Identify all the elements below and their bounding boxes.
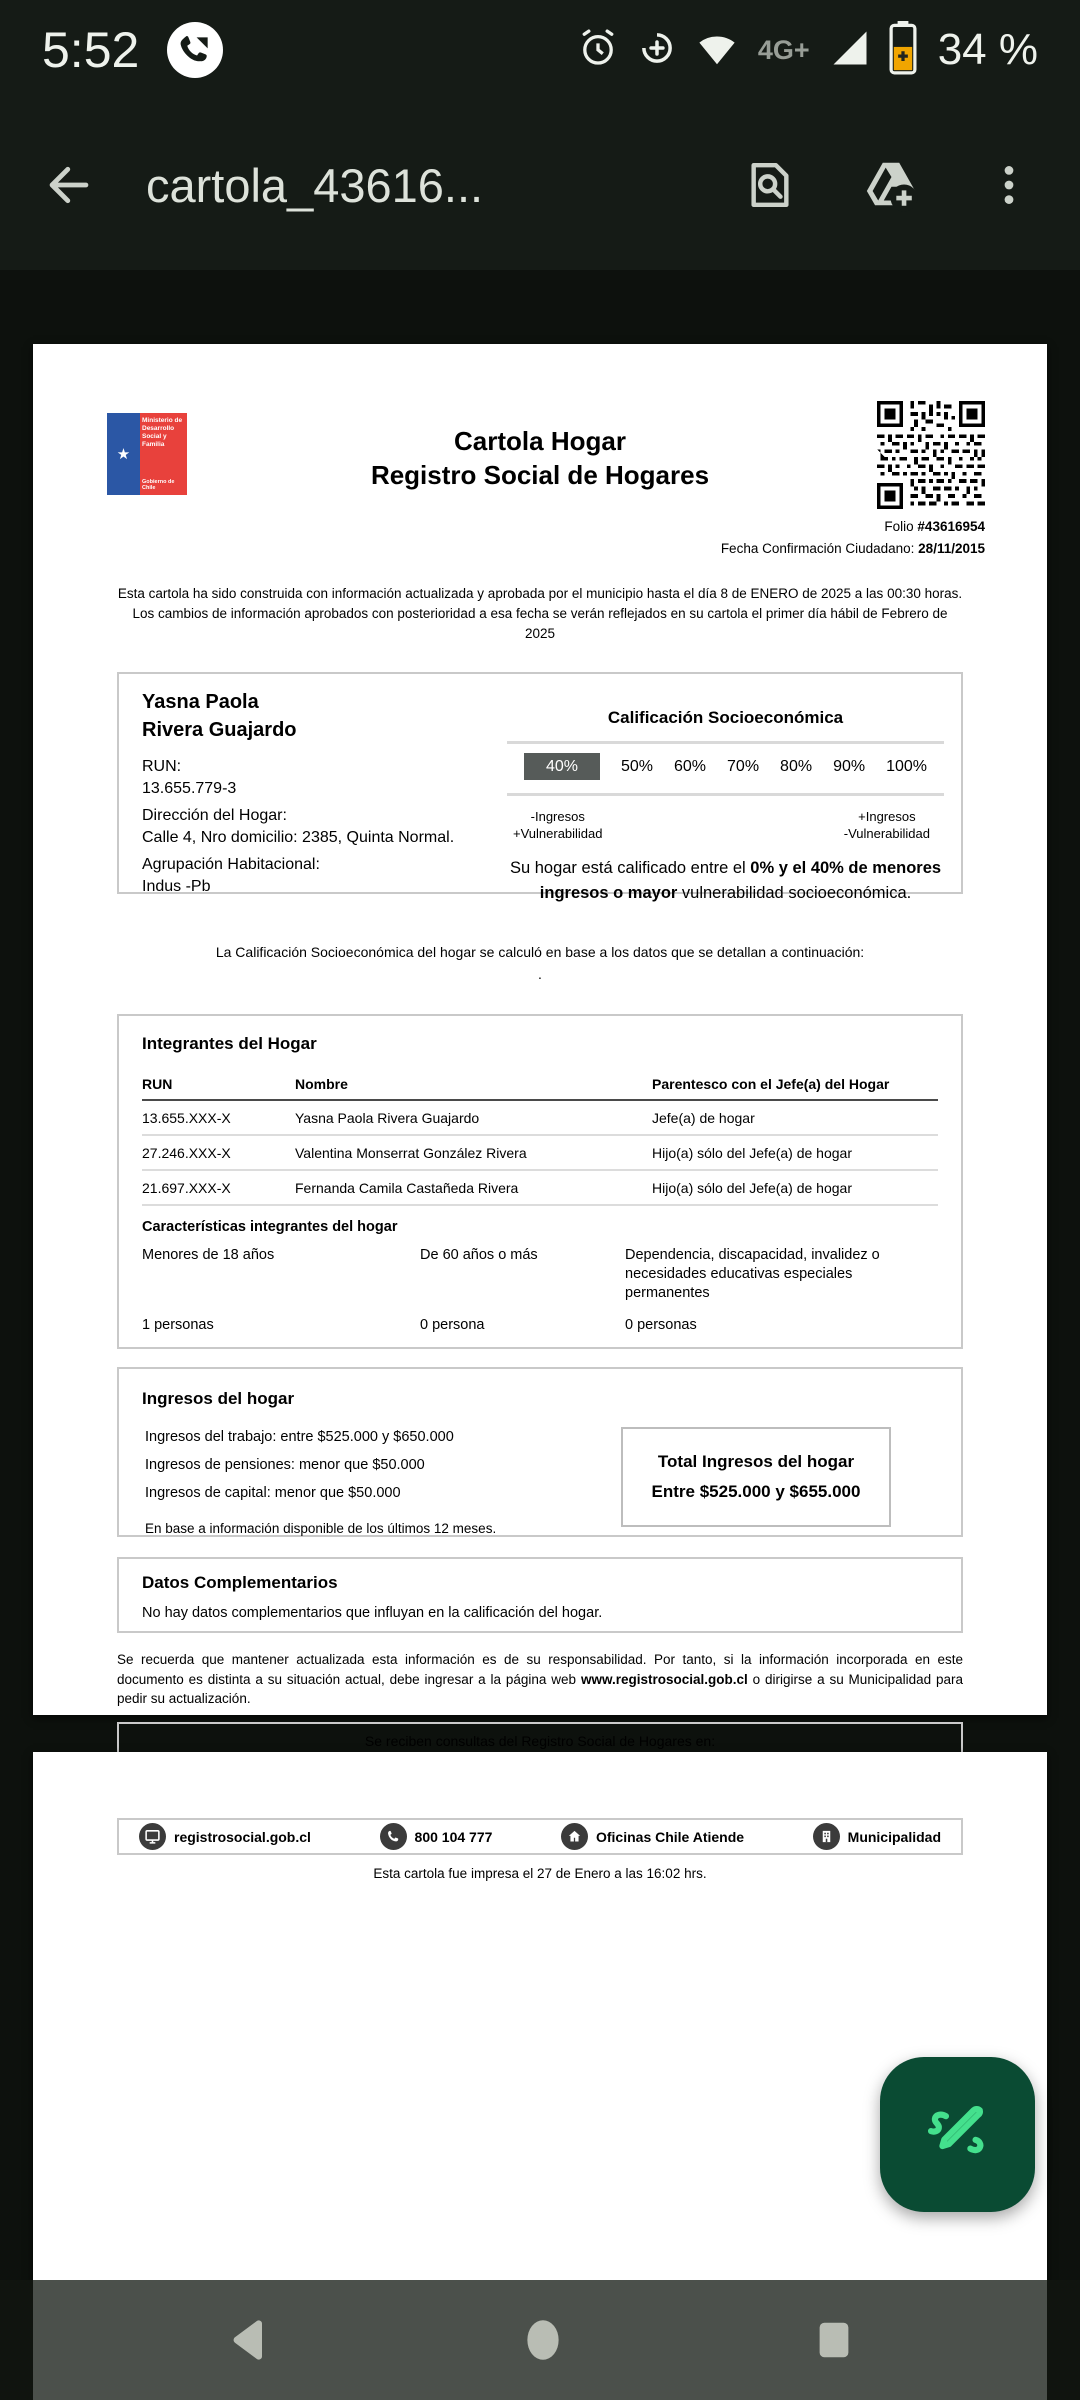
title-line-2: Registro Social de Hogares	[370, 460, 710, 490]
ingresos-title: Ingresos del hogar	[142, 1389, 295, 1408]
scale-tick: 70%	[727, 757, 760, 775]
building-icon	[813, 1823, 840, 1850]
status-bar	[0, 0, 1080, 100]
col-header-run: RUN	[142, 1070, 295, 1100]
datos-title: Datos Complementarios	[142, 1573, 338, 1592]
document-header	[33, 344, 1047, 574]
col-header-nombre: Nombre	[295, 1070, 652, 1100]
phone-icon	[380, 1823, 407, 1850]
alarm-icon	[576, 26, 620, 75]
scale-tick: 100%	[886, 757, 928, 775]
contact-item-municipalidad: Municipalidad	[813, 1823, 941, 1850]
calificacion-result: Su hogar está calificado entre el 0% y el 40% de menores ingresos o mayor vulnerabilidad socioeconómica.	[509, 859, 942, 902]
pdf-page-1	[33, 344, 1047, 1749]
annotate-pen-icon	[919, 2096, 997, 2174]
nav-home-icon[interactable]	[518, 2315, 568, 2365]
ingresos-note: En base a información disponible de los últimos 12 meses.	[145, 1521, 497, 1536]
scale-tick: 90%	[833, 757, 866, 775]
government-label: Gobierno de Chile	[142, 479, 175, 491]
overflow-menu-icon[interactable]	[984, 160, 1034, 210]
printed-date-line: Esta cartola fue impresa el 27 de Enero a las 16:02 hrs.	[373, 1866, 707, 1881]
website-icon	[139, 1823, 166, 1850]
holder-card	[117, 672, 963, 902]
table-row: 21.697.XXX-X Fernanda Camila Castañeda Rivera Hijo(a) sólo del Jefe(a) de hogar	[142, 1170, 938, 1205]
nav-back-icon[interactable]	[223, 2314, 275, 2366]
drive-add-icon[interactable]	[862, 156, 920, 214]
scale-tick: 60%	[673, 757, 707, 775]
calificacion-scale	[507, 753, 944, 780]
chile-coat-of-arms-icon: ★	[107, 413, 140, 495]
back-arrow-icon[interactable]	[40, 156, 98, 214]
fecha-confirmacion-line: Fecha Confirmación Ciudadano: 28/11/2015	[720, 541, 985, 556]
holder-agrupacion: Agrupación Habitacional: Indus -Pb	[142, 856, 320, 895]
datos-complementarios-card	[117, 1557, 963, 1633]
total-ingresos-box: Total Ingresos del hogar Entre $525.000 y $655.000	[621, 1427, 891, 1527]
integrantes-table	[142, 1070, 938, 1206]
left-axis-label: -Ingresos +Vulnerabilidad	[513, 809, 603, 841]
caracteristicas-headers: Menores de 18 años De 60 años o más Dependencia, discapacidad, invalidez o necesidades educativas especiales permanentes	[142, 1247, 880, 1301]
network-type-label: 4G+	[757, 34, 810, 65]
calificacion-section	[507, 674, 944, 902]
caracteristicas-values: 1 personas 0 persona 0 personas	[142, 1317, 697, 1333]
pdf-viewer[interactable]	[0, 270, 1080, 2280]
navigation-bar	[0, 2280, 1080, 2400]
col-header-parentesco: Parentesco con el Jefe(a) del Hogar	[652, 1070, 938, 1100]
integrantes-title: Integrantes del Hogar	[142, 1034, 317, 1053]
nav-recents-icon[interactable]	[811, 2317, 857, 2363]
contact-channels-box	[117, 1818, 963, 1855]
find-in-page-icon[interactable]	[742, 157, 798, 213]
battery-percent-label: 34 %	[937, 25, 1038, 74]
calc-note: La Calificación Socioeconómica del hogar se calculó en base a los datos que se detallan a continuación:	[215, 944, 865, 960]
ingresos-card	[117, 1367, 963, 1537]
data-saver-icon	[636, 27, 678, 74]
document-title: cartola_43616...	[146, 158, 484, 212]
table-row: 27.246.XXX-X Valentina Monserrat González Rivera Hijo(a) sólo del Jefe(a) de hogar	[142, 1135, 938, 1170]
title-line-1: Cartola Hogar	[454, 426, 626, 456]
caracteristicas-title: Características integrantes del hogar	[142, 1219, 398, 1235]
contact-item-web: registrosocial.gob.cl	[139, 1823, 311, 1850]
folio-line: Folio #43616954	[884, 519, 985, 534]
contact-item-phone: 800 104 777	[380, 1823, 493, 1850]
clock-time: 5:52	[42, 22, 140, 78]
consultas-box: Se reciben consultas del Registro Social de Hogares en:	[117, 1722, 963, 1760]
wifi-icon	[694, 25, 740, 76]
annotate-fab[interactable]	[880, 2057, 1035, 2212]
scale-tick: 80%	[780, 757, 813, 775]
selected-tranche-badge: 40%	[524, 753, 600, 780]
calc-note-dot: .	[538, 966, 542, 982]
phone-call-notification-icon	[167, 22, 223, 78]
right-axis-label: +Ingresos -Vulnerabilidad	[843, 809, 930, 841]
battery-saver-icon	[888, 21, 918, 80]
table-row: 13.655.XXX-X Yasna Paola Rivera Guajardo Jefe(a) de hogar	[142, 1100, 938, 1135]
holder-run: RUN: 13.655.779-3	[142, 758, 237, 797]
app-bar	[0, 100, 1080, 270]
holder-name: Yasna Paola Rivera Guajardo	[142, 691, 297, 741]
ingresos-lines: Ingresos del trabajo: entre $525.000 y $650.000 Ingresos de pensiones: menor que $50.000 Ingresos de capital: menor que $50.000	[145, 1429, 454, 1501]
datos-text: No hay datos complementarios que influyan en la calificación del hogar.	[142, 1605, 603, 1621]
contact-item-oficinas: Oficinas Chile Atiende	[561, 1823, 744, 1850]
signal-strength-icon	[828, 26, 872, 75]
integrantes-card	[117, 1014, 963, 1349]
ministry-label: Ministerio de Desarrollo Social y Familia	[142, 417, 183, 449]
qr-code	[877, 401, 985, 509]
holder-address: Dirección del Hogar: Calle 4, Nro domicilio: 2385, Quinta Normal.	[142, 807, 455, 846]
intro-paragraph: Esta cartola ha sido construida con información actualizada y aprobada por el municipio hasta el día 8 de ENERO de 2025 a las 00:30 horas. Los cambios de información aprobados con posterioridad a esa fecha se verán reflejados en su cartola el primer día hábil de Febrero de 2025	[117, 586, 963, 641]
calificacion-title: Calificación Socioeconómica	[607, 708, 844, 727]
home-icon	[561, 1823, 588, 1850]
recordatorio-paragraph: Se recuerda que mantener actualizada esta información es de su responsabilidad. Por tanto, si la información incorporada en este documento es distinta a su situación actual, debe ingresar a la página web www.registrosocial.gob.cl o dirigirse a su Municipalidad para pedir su actualización.	[117, 1652, 963, 1706]
scale-tick: 50%	[620, 757, 653, 775]
